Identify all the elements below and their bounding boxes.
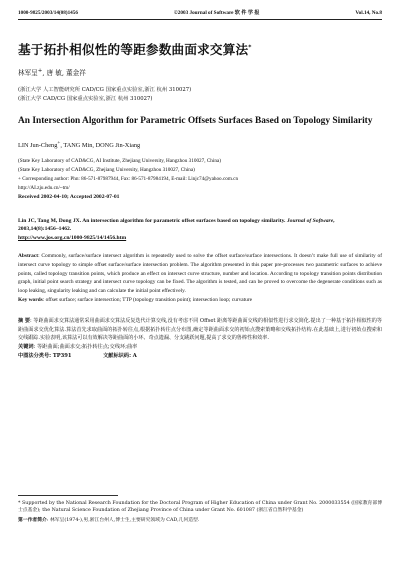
corresponding-mark: + bbox=[57, 139, 61, 146]
doc-code-label: 文献标识码 bbox=[103, 352, 130, 359]
keywords-text: : offset surface; surface intersection; TTP (topology transition point); intersection loop; curvature bbox=[42, 297, 253, 304]
chinese-title: 基于拓扑相似性的等距参数曲面求交算法* bbox=[18, 42, 252, 57]
citation-block: Lin JC, Tang M, Dong JX. An intersection algorithm for parametric offset surfaces based on topology similarity. Journal of Software, 2003,14(8):1456~1462. http://www.jos.org.cn/1000-9825/14/1456.htm bbox=[18, 217, 335, 241]
english-keywords bbox=[18, 296, 382, 305]
volume-text: Vol.14, No.8 bbox=[355, 9, 382, 16]
doc-code-value: : A bbox=[129, 352, 137, 359]
english-abstract bbox=[18, 252, 382, 295]
chinese-keywords bbox=[18, 343, 382, 352]
english-affiliation-1: (State Key Laboratory of CAD&CG, AI Institute, Zhejiang University, Hangzhou 310027, China) bbox=[18, 157, 221, 164]
cn-keywords-label: 关键词 bbox=[18, 343, 34, 350]
funding-footnote: * Supported by the National Research Foundation for the Doctoral Program of Higher Education of China under Grant No. 2000033554 (国家教育部博士点基金); the Natural Science Foundation of Zhejiang Province of China under Grant No. 601087 (浙江省自然科学基金) bbox=[18, 501, 382, 514]
clc-label: 中图法分类号 bbox=[18, 352, 50, 359]
corresponding-mark: + bbox=[37, 67, 43, 74]
citation-journal: Journal of Software bbox=[286, 217, 334, 224]
english-affiliations bbox=[18, 157, 382, 193]
english-affiliation-2: (State Key Laboratory of CAD&CG, Zhejiang University, Hangzhou 310027, China) bbox=[18, 166, 195, 173]
footnote-rule bbox=[18, 495, 118, 496]
first-author-bio: : 林军呈(1974-),男,浙江台州人,博士生,主要研究领域为 CAD,几何造型. bbox=[46, 517, 200, 523]
chinese-affiliation-1: (浙江大学 人工智能研究所 CAD/CG 国家重点实验室,浙江 杭州 310027) bbox=[18, 87, 192, 93]
citation-link[interactable]: http://www.jos.org.cn/1000-9825/14/1456.htm bbox=[18, 234, 127, 241]
english-authors: LIN Jun-Cheng+, TANG Min, DONG Jin-Xiang bbox=[18, 139, 141, 149]
cn-abstract-text: : 等距曲面求交算法通常采用曲面求交算法反复迭代计算交线,没有考虑不同 Offset 距离等距曲面交线的相似性进行求交简化.提出了一种基于拓扑相似性的等距曲面求交优化算法.算法首先求取曲面的拓扑转往点,根据拓扑转往点分布图,确定等距曲面求交的初始点搜索策略和交线拓扑结构.在此基础上,进行初始点搜索和交线跟踪.实验表明,该算法可以有效解决等距曲面的小环、奇点遗漏、分支跳跃问题,提高了求交的鲁棒性和效率. bbox=[18, 317, 382, 342]
journal-name: ©2003 Journal of Software 软 件 学 报 bbox=[173, 10, 260, 16]
received-dates: Received 2002-04-10; Accepted 2002-07-01 bbox=[18, 193, 120, 200]
clc-value: : TP391 bbox=[49, 352, 72, 359]
keywords-label: Key words bbox=[18, 297, 43, 304]
cn-keywords-text: : 等距曲面;曲面求交;拓扑转往点;交线环;曲率 bbox=[33, 343, 138, 350]
corresponding-author-contact: + Corresponding author: Phn: 86-571-87987944, Fax: 86-571-87984194, E-mail: Linjc74@yahoo.com.cn bbox=[18, 175, 239, 182]
chinese-abstract bbox=[18, 317, 382, 343]
classification-line bbox=[18, 352, 382, 361]
first-author-label: 第一作者简介 bbox=[18, 516, 47, 523]
first-author-footnote bbox=[18, 517, 382, 524]
issn-text: 1000-9825/2003/14(08)1456 bbox=[18, 9, 78, 16]
abstract-text: : Commonly, surface/surface intersect algorithm is repeatedly used to solve the offset surface/surface intersections. It doesn’t make full use of similarity of intersect curve topology to simple offset surface/surface intersection problem. The algorithm presented in this paper pre-processes two parametric surfaces to achieve points, called topology transition points, which produce an effect on intersect curve structure, number and location. According to topology transition points distribution graph, initial point search strategy and intersect curve topology can be fixed. The algorithm is tested, and can be proved to overcome the degenerate conditions such as loop leaking, singularity leaking and can calculate the initial point effectively. bbox=[18, 253, 382, 294]
chinese-authors: 林军呈+, 唐 敏, 董金祥 bbox=[18, 67, 86, 77]
chinese-affiliation-2: (浙江大学 CAD/CG 国家重点实验室,浙江 杭州 310027) bbox=[18, 95, 153, 102]
chinese-affiliations bbox=[18, 86, 382, 103]
footnotes bbox=[18, 495, 382, 524]
title-footnote-mark: * bbox=[248, 43, 252, 51]
abstract-label: Abstract bbox=[18, 253, 39, 260]
running-header bbox=[18, 0, 382, 20]
english-title: An Intersection Algorithm for Parametric Offsets Surfaces Based on Topology Similarity bbox=[18, 116, 373, 126]
author-homepage: http://AI.zju.edu.cn/~tm/ bbox=[18, 184, 70, 191]
cn-abstract-label: 摘 要 bbox=[18, 317, 30, 324]
